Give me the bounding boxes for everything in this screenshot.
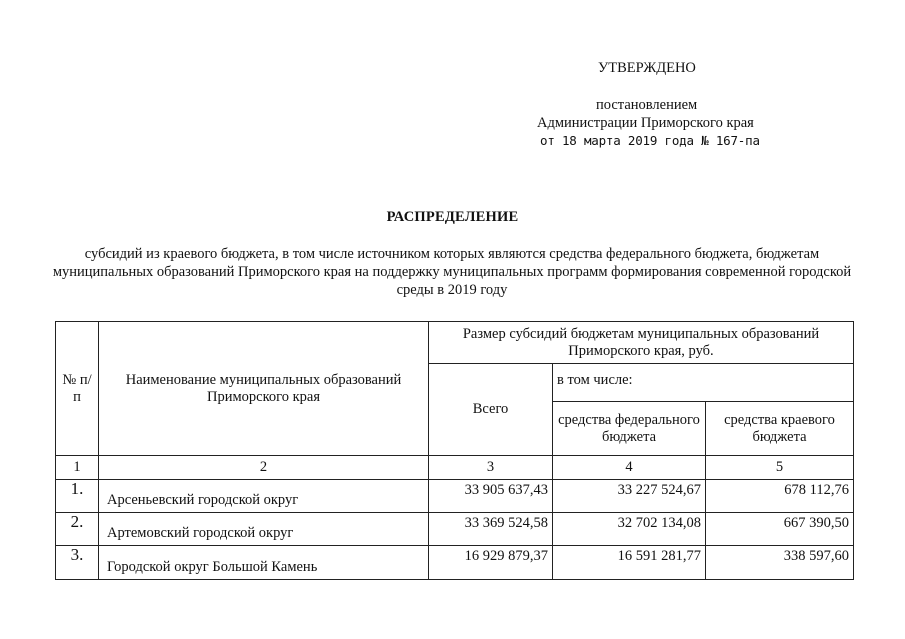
row-municipality-name: Городской округ Большой Камень <box>99 546 429 580</box>
row-regional: 667 390,50 <box>706 513 854 546</box>
table-row <box>56 513 854 546</box>
row-regional: 678 112,76 <box>706 480 854 513</box>
header-including: в том числе: <box>553 364 854 402</box>
column-number: 1 <box>56 456 99 480</box>
document-subtitle: субсидий из краевого бюджета, в том числе источником которых являются средства федерального бюджета, бюджетам муниципальных образований Приморского края на поддержку муниципальных программ формирования современной городской среды в 2019 году <box>52 246 852 298</box>
column-number: 3 <box>429 456 553 480</box>
header-num: № п/п <box>56 322 99 456</box>
distribution-table <box>55 321 854 580</box>
header-federal: средства федерального бюджета <box>553 402 706 456</box>
column-number: 4 <box>553 456 706 480</box>
row-municipality-name: Артемовский городской округ <box>99 513 429 546</box>
header-subsidy-size: Размер субсидий бюджетам муниципальных образований Приморского края, руб. <box>429 322 854 364</box>
header-name: Наименование муниципальных образований Приморского края <box>99 322 429 456</box>
row-number: 2. <box>56 513 99 546</box>
table-row <box>56 546 854 580</box>
row-total: 33 369 524,58 <box>429 513 553 546</box>
row-number: 1. <box>56 480 99 513</box>
approval-line: Администрации Приморского края <box>537 115 754 131</box>
row-total: 33 905 637,43 <box>429 480 553 513</box>
row-federal: 16 591 281,77 <box>553 546 706 580</box>
column-number: 2 <box>99 456 429 480</box>
column-number: 5 <box>706 456 854 480</box>
approval-heading: УТВЕРЖДЕНО <box>598 60 696 76</box>
document-title: РАСПРЕДЕЛЕНИЕ <box>386 209 519 225</box>
row-federal: 33 227 524,67 <box>553 480 706 513</box>
row-municipality-name: Арсеньевский городской округ <box>99 480 429 513</box>
header-regional: средства краевого бюджета <box>706 402 854 456</box>
row-number: 3. <box>56 546 99 580</box>
row-regional: 338 597,60 <box>706 546 854 580</box>
row-federal: 32 702 134,08 <box>553 513 706 546</box>
approval-line: постановлением <box>596 97 698 113</box>
row-total: 16 929 879,37 <box>429 546 553 580</box>
header-total: Всего <box>429 364 553 456</box>
table-row <box>56 480 854 513</box>
approval-date-number: от 18 марта 2019 года № 167-па <box>540 133 760 148</box>
